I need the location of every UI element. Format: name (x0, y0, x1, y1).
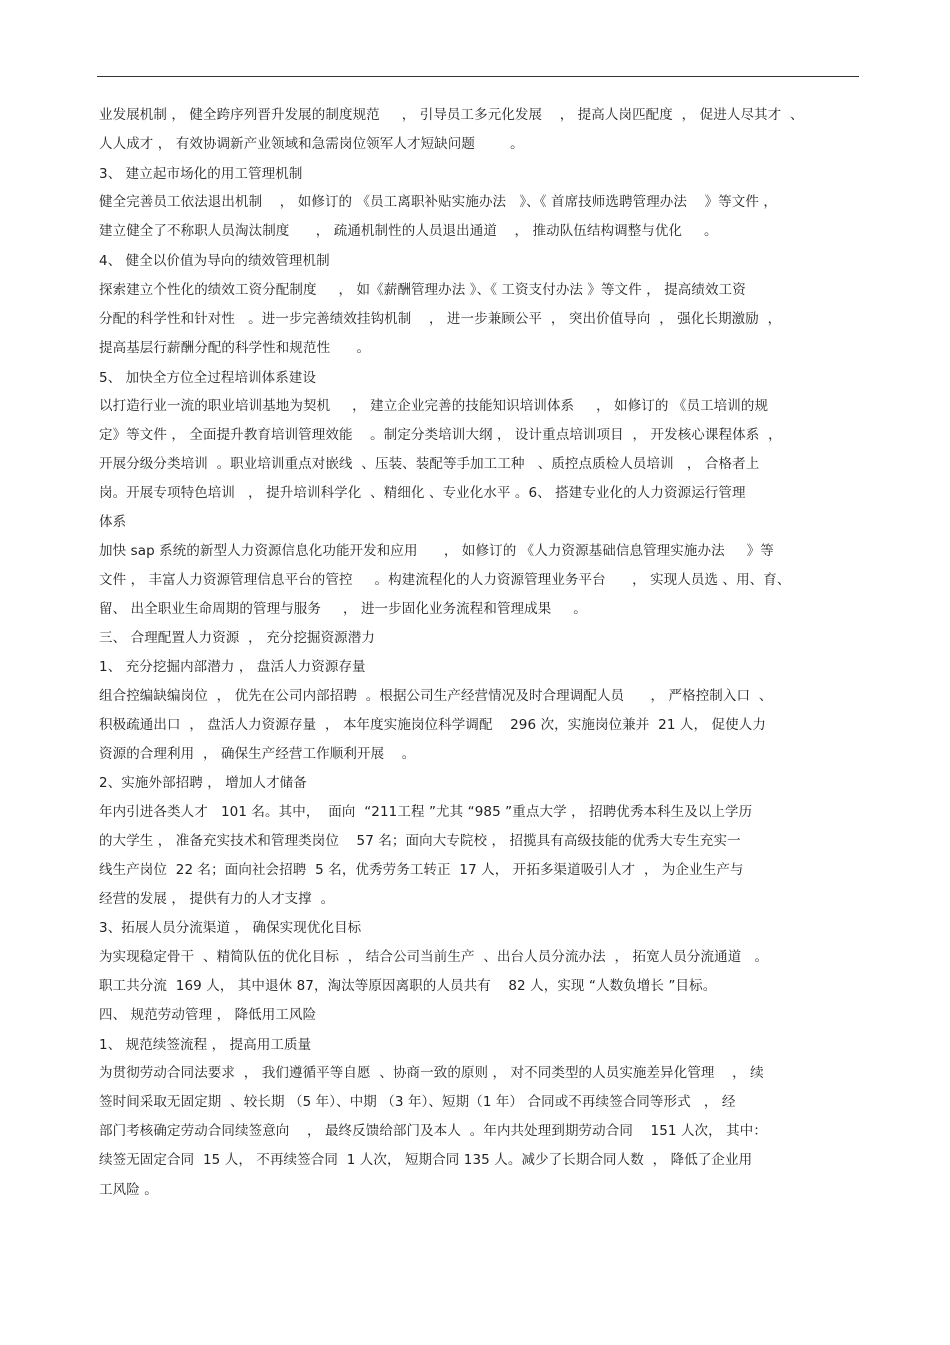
text-line: 提高基层行薪酬分配的科学性和规范性 。 (99, 340, 371, 356)
text-line: 职工共分流 169 人， 其中退休 87，淘汰等原因离职的人员共有 82 人，实现 “人数负增长 ”目标。 (99, 978, 717, 994)
section-heading: 1、 充分挖掘内部潜力 ， 盘活人力资源存量 (99, 659, 366, 675)
header-divider (97, 76, 859, 77)
text-line: 以打造行业一流的职业培训基地为契机 ， 建立企业完善的技能知识培训体系 ， 如修订的 《员工培训的规 (99, 398, 769, 414)
text-line: 工风险 。 (99, 1182, 158, 1198)
section-heading: 2、实施外部招聘 ， 增加人才储备 (99, 775, 307, 791)
text-line: 人人成才 ， 有效协调新产业领域和急需岗位领军人才短缺问题 。 (99, 136, 524, 152)
text-line: 积极疏通出口 ， 盘活人力资源存量 ， 本年度实施岗位科学调配 296 次，实施岗位兼并 21 人， 促使人力 (99, 717, 766, 733)
text-line: 分配的科学性和针对性 。进一步完善绩效挂钩机制 ， 进一步兼顾公平 ， 突出价值导向 ， 强化长期激励 ， (99, 311, 782, 327)
text-line: 线生产岗位 22 名；面向社会招聘 5 名，优秀劳务工转正 17 人， 开拓多渠道吸引人才 ， 为企业生产与 (99, 862, 744, 878)
section-heading: 3、 建立起市场化的用工管理机制 (99, 166, 303, 182)
text-line: 签时间采取无固定期 、较长期 （5 年）、中期 （3 年）、短期（1 年） 合同或不再续签合同等形式 ， 经 (99, 1094, 736, 1110)
text-line: 资源的合理利用 ， 确保生产经营工作顺利开展 。 (99, 746, 416, 762)
text-line: 探索建立个性化的绩效工资分配制度 ， 如《薪酬管理办法 》、《 工资支付办法 》等文件 ， 提高绩效工资 (99, 282, 746, 298)
section-heading: 1、 规范续签流程 ， 提高用工质量 (99, 1037, 312, 1053)
text-line: 经营的发展 ， 提供有力的人才支撑 。 (99, 891, 335, 907)
text-line: 业发展机制 ， 健全跨序列晋升发展的制度规范 ， 引导员工多元化发展 ， 提高人岗匹配度 ， 促进人尽其才 、 (99, 107, 804, 123)
section-heading: 4、 健全以价值为导向的绩效管理机制 (99, 253, 330, 269)
text-line: 部门考核确定劳动合同续签意向 ， 最终反馈给部门及本人 。年内共处理到期劳动合同 151 人次， 其中： (99, 1123, 767, 1139)
text-line: 健全完善员工依法退出机制 ， 如修订的 《员工离职补贴实施办法 》、《 首席技师选聘管理办法 》等文件 ， (99, 194, 777, 210)
section-heading: 3、拓展人员分流渠道 ， 确保实现优化目标 (99, 920, 362, 936)
text-line: 定》等文件 ， 全面提升教育培训管理效能 。制定分类培训大纲 ， 设计重点培训项目 ， 开发核心课程体系 ， (99, 427, 782, 443)
text-line: 续签无固定合同 15 人， 不再续签合同 1 人次， 短期合同 135 人。减少了长期合同人数 ， 降低了企业用 (99, 1152, 753, 1168)
text-line: 加快 sap 系统的新型人力资源信息化功能开发和应用 ， 如修订的 《人力资源基础信息管理实施办法 》等 (99, 543, 774, 559)
text-line: 体系 (99, 514, 127, 530)
text-line: 开展分级分类培训 。职业培训重点对嵌线 、压装、装配等手加工工种 、质控点质检人员培训 ， 合格者上 (99, 456, 760, 472)
text-line: 为贯彻劳动合同法要求 ， 我们遵循平等自愿 、协商一致的原则 ， 对不同类型的人员实施差异化管理 ， 续 (99, 1065, 764, 1081)
section-heading: 四、 规范劳动管理 ， 降低用工风险 (99, 1007, 317, 1023)
section-heading: 5、 加快全方位全过程培训体系建设 (99, 370, 317, 386)
text-line: 留、 出全职业生命周期的管理与服务 ， 进一步固化业务流程和管理成果 。 (99, 601, 587, 617)
text-line: 文件 ， 丰富人力资源管理信息平台的管控 。构建流程化的人力资源管理业务平台 ， 实现人员选 、用、育、 (99, 572, 791, 588)
text-line: 组合控编缺编岗位 ， 优先在公司内部招聘 。根据公司生产经营情况及时合理调配人员 ， 严格控制入口 、 (99, 688, 773, 704)
text-line: 年内引进各类人才 101 名。其中， 面向 “211工程 ”尤其 “985 ”重点大学 ， 招聘优秀本科生及以上学历 (99, 804, 753, 820)
text-line: 的大学生 ， 准备充实技术和管理类岗位 57 名；面向大专院校 ， 招揽具有高级技能的优秀大专生充实一 (99, 833, 741, 849)
section-heading: 三、 合理配置人力资源 ， 充分挖掘资源潜力 (99, 630, 375, 646)
text-line: 为实现稳定骨干 、精简队伍的优化目标 ， 结合公司当前生产 、出台人员分流办法 ， 拓宽人员分流通道 。 (99, 949, 769, 965)
text-line: 岗。开展专项特色培训 ， 提升培训科学化 、精细化 、专业化水平 。6、 搭建专业化的人力资源运行管理 (99, 485, 746, 501)
text-line: 建立健全了不称职人员淘汰制度 ， 疏通机制性的人员退出通道 ， 推动队伍结构调整与优化 。 (99, 223, 718, 239)
